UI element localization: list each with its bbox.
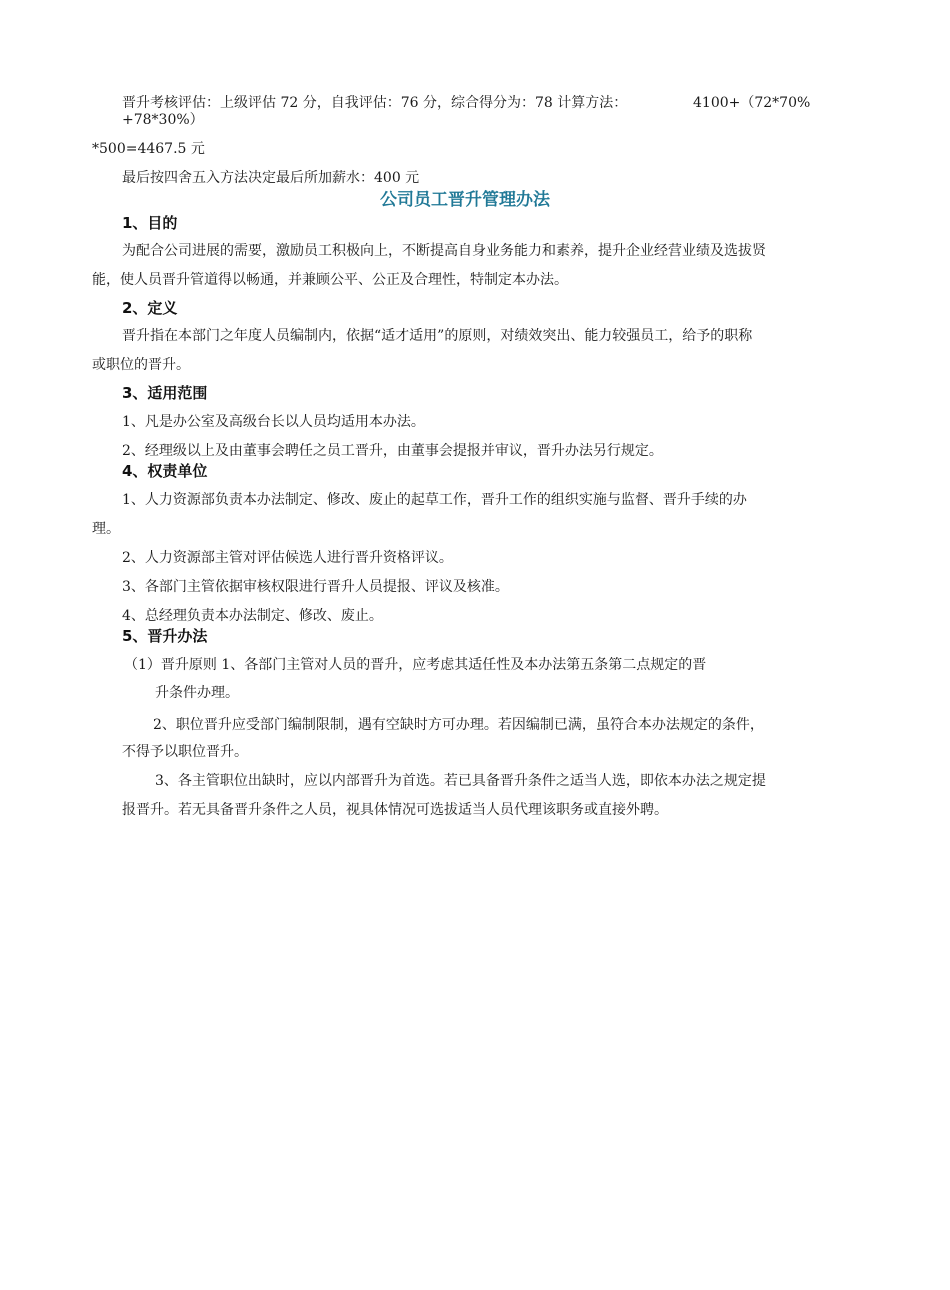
section-heading-scope: 3、适用范围	[122, 384, 208, 402]
promotion-principle-line-1: （1）晋升原则 1、各部门主管对人员的晋升，应考虑其适任性及本办法第五条第二点规定的晋	[124, 657, 707, 673]
section-heading-responsibility: 4、权责单位	[122, 462, 208, 480]
document-title: 公司员工晋升管理办法	[380, 190, 550, 210]
purpose-paragraph-line-2: 能，使人员晋升管道得以畅通，并兼顾公平、公正及合理性，特制定本办法。	[92, 272, 568, 288]
responsibility-item-1-line-1: 1、人力资源部负责本办法制定、修改、废止的起草工作，晋升工作的组织实施与监督、晋升手续的办	[122, 492, 747, 508]
responsibility-item-2: 2、人力资源部主管对评估候选人进行晋升资格评议。	[122, 550, 453, 566]
intro-line-3: *500=4467.5 元	[92, 141, 205, 157]
responsibility-item-1-line-2: 理。	[92, 521, 120, 537]
definition-paragraph-line-2: 或职位的晋升。	[92, 357, 190, 373]
intro-line-2: +78*30%）	[122, 112, 204, 128]
responsibility-item-4: 4、总经理负责本办法制定、修改、废止。	[122, 608, 383, 624]
intro-line-1b: 4100+（72*70%	[693, 95, 811, 111]
purpose-paragraph-line-1: 为配合公司进展的需要，激励员工积极向上，不断提高自身业务能力和素养，提升企业经营业绩及选拔贤	[122, 243, 766, 259]
section-heading-definition: 2、定义	[122, 299, 178, 317]
scope-item-2: 2、经理级以上及由董事会聘任之员工晋升，由董事会提报并审议，晋升办法另行规定。	[122, 443, 663, 459]
promotion-rule-3-line-2: 报晋升。若无具备晋升条件之人员，视具体情况可选拔适当人员代理该职务或直接外聘。	[122, 802, 668, 818]
section-heading-promotion-method: 5、晋升办法	[122, 627, 208, 645]
responsibility-item-3: 3、各部门主管依据审核权限进行晋升人员提报、评议及核准。	[122, 579, 509, 595]
promotion-rule-2-line-1: 2、职位晋升应受部门编制限制，遇有空缺时方可办理。若因编制已满，虽符合本办法规定的条件，	[153, 717, 764, 733]
intro-line-4: 最后按四舍五入方法决定最后所加薪水：400 元	[122, 170, 420, 186]
section-heading-purpose: 1、目的	[122, 214, 178, 232]
scope-item-1: 1、凡是办公室及高级台长以人员均适用本办法。	[122, 414, 425, 430]
promotion-rule-2-line-2: 不得予以职位晋升。	[122, 744, 248, 760]
definition-paragraph-line-1: 晋升指在本部门之年度人员编制内，依据“适才适用”的原则，对绩效突出、能力较强员工，给予的职称	[122, 328, 753, 344]
promotion-principle-line-2: 升条件办理。	[155, 685, 239, 701]
intro-line-1a: 晋升考核评估：上级评估 72 分，自我评估：76 分，综合得分为：78 计算方法：	[122, 95, 628, 111]
promotion-rule-3-line-1: 3、各主管职位出缺时，应以内部晋升为首选。若已具备晋升条件之适当人选，即依本办法之规定提	[155, 773, 766, 789]
